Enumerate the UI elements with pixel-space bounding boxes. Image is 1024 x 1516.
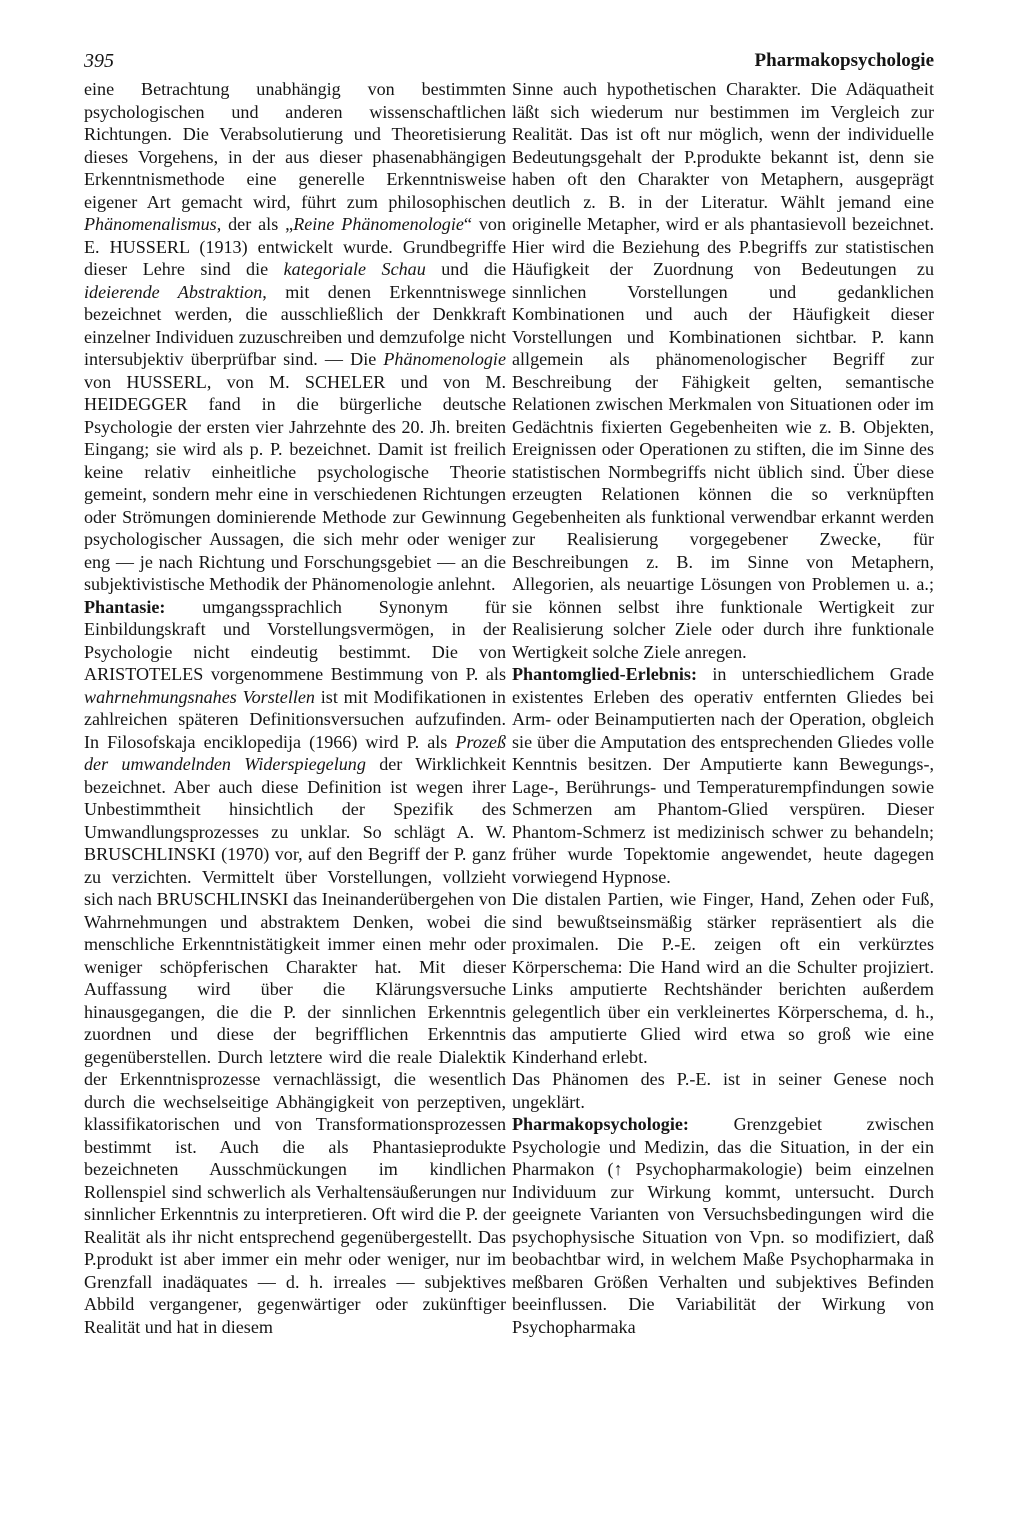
page-number: 395 bbox=[84, 50, 114, 72]
text-columns bbox=[84, 78, 934, 1458]
left-column bbox=[84, 78, 506, 1458]
term-phantasie: Phantasie: bbox=[84, 596, 166, 617]
term-phantomglied-erlebnis: Phantomglied-Erlebnis: bbox=[512, 664, 697, 684]
paragraph-phantasie-continued: Sinne auch hypothetischen Charakter. Die Adäquatheit läßt sich wiederum nur bestimmen im Vergleich zur Realität. Das ist oft nur möglich, wenn der individuelle Bedeutungsgehalt der P.produkte bekannt ist, denn sie haben oft den Charakter von Metaphern, ausgeprägt deutlich z. B. in der Literatur. Wählt jemand eine originelle Metapher, wird er als phantasievoll bezeichnet. Hier wird die Beziehung des P.begriffs zur statistischen Häufigkeit der Zuordnung von Bedeutungen zu sinnlichen Vorstellungen und gedanklichen Kombinationen und auch der Häufigkeit dieser Vorstellungen und Kombinationen sichtbar. P. kann allgemein als phänomenologischer Begriff zur Beschreibung der Fähigkeit gelten, semantische Relationen zwischen Merkmalen von Situationen oder im Gedächtnis fixierten Gegebenheiten wie z. B. Objekten, Ereignissen oder Operationen zu stiften, die im Sinne des statistischen Normbegriffs nicht üblich sind. Über diese erzeugten Relationen können die so verknüpften Gegebenheiten als funktional verwendbar erkannt werden zur Realisierung vorgegebener Zwecke, für Beschreibungen z. B. im Sinne von Metaphern, Allegorien, als neuartige Lösungen von Problemen u. a.; sie können selbst ihre funktionale Wertigkeit zur Realisierung solcher Ziele oder durch ihre funktionale Wertigkeit solche Ziele anregen. bbox=[512, 79, 934, 662]
paragraph-phaenomenologie-continued: eine Betrachtung unabhängig von bestimmten psychologischen und anderen wissenschaftlichen Richtungen. Die Verabsolutierung und Theoretisierung dieses Vorgehens, in der aus dieser phasenabhängigen Erkenntnismethode eine generelle Erkenntnisweise eigener Art gemacht wird, führt zum philosophischen Phänomenalismus, der als „Reine Phänomenologie“ von E. HUSSERL (1913) entwickelt wurde. Grundbegriffe dieser Lehre sind die kategoriale Schau und die ideierende Abstraktion, mit denen Erkenntniswege bezeichnet werden, die ausschließlich der Denkkraft einzelner Individuen zuzuschreiben und demzufolge nicht intersubjektiv überprüfbar sind. — Die Phänomenologie von HUSSERL, von M. SCHELER und von M. HEIDEGGER fand in die bürgerliche deutsche Psychologie der ersten vier Jahrzehnte des 20. Jh. breiten Eingang; sie wird als p. P. bezeichnet. Damit ist freilich keine relativ einheitliche psychologische Theorie gemeint, sondern mehr eine in verschiedenen Richtungen oder Strömungen dominierende Methode zur Gewinnung psychologischer Aussagen, die sich mehr oder weniger eng — je nach Richtung und Forschungsgebiet — an die subjektivistische Methodik der Phänomenologie anlehnt. bbox=[84, 79, 506, 594]
running-head: Pharmakopsychologie bbox=[754, 50, 934, 71]
page-header bbox=[84, 44, 934, 78]
entry-phantasie: Phantasie: umgangssprachlich Synonym für Einbildungskraft und Vorstellungsvermögen, in der Psychologie nicht eindeutig bestimmt. Die von ARISTOTELES vorgenommene Bestimmung von P. als wahrnehmungsnahes Vorstellen ist mit Modifikationen in zahlreichen späteren Definitionsversuchen aufzufinden. In Filosofskaja enciklopedija (1966) wird P. als Prozeß der umwandelnden Widerspiegelung der Wirklichkeit bezeichnet. Aber auch diese Definition ist wegen ihrer Unbestimmtheit hinsichtlich der Spezifik des Umwandlungsprozesses zu unklar. So schlägt A. W. BRUSCHLINSKI (1970) vor, auf den Begriff der P. ganz zu verzichten. Vermittelt über Vorstellungen, vollzieht sich nach BRUSCHLINSKI das Ineinanderübergehen von Wahrnehmungen und abstraktem Denken, wobei die menschliche Erkenntnistätigkeit immer einen mehr oder weniger schöpferischen Charakter hat. Mit dieser Auffassung wird über die Klärungsversuche hinausgegangen, die die P. der sinnlichen Erkenntnis zuordnen und diese der begrifflichen Erkenntnis gegenüberstellen. Durch letztere wird die reale Dialektik der Erkenntnisprozesse vernachlässigt, die wesentlich durch die wechselseitige Abhängigkeit von perzeptiven, klassifikatorischen und von Transformationsprozessen bestimmt ist. Auch die als Phantasieprodukte bezeichneten Ausschmückungen im kindlichen Rollenspiel sind schwerlich als Verhaltensäußerungen nur sinnlicher Erkenntnis zu interpretieren. Oft wird die P. der Realität als ihr nicht entsprechend gegenübergestellt. Das P.produkt ist aber immer ein mehr oder weniger, nur im Grenzfall inadäquates — d. h. irreales — subjektives Abbild vergangener, gegenwärtiger oder zukünftiger Realität und hat in diesem bbox=[84, 596, 506, 1337]
entry-pharmakopsychologie: Pharmakopsychologie: Grenzgebiet zwischen Psychologie und Medizin, das die Situation, in der ein Pharmakon (↑ Psychopharmakologie) beim einzelnen Individuum zur Wirkung kommt, untersucht. Durch geeignete Varianten von Versuchsbedingungen wird die psychophysische Situation von Vpn. so modifiziert, daß beobachtbar wird, in welchem Maße Psychopharmaka in meßbaren Größen Verhalten und subjektives Befinden beeinflussen. Die Variabilität der Wirkung von Psychopharmaka bbox=[512, 1114, 934, 1337]
paragraph-genese: Das Phänomen des P.-E. ist in seiner Genese noch ungeklärt. bbox=[512, 1069, 934, 1112]
right-column bbox=[512, 78, 934, 1458]
paragraph-distale-partien: Die distalen Partien, wie Finger, Hand, Zehen oder Fuß, sind bewußtseinsmäßig stärker repräsentiert als die proximalen. Die P.-E. zeigen oft ein verkürztes Körperschema: Die Hand wird an die Schulter projiziert. Links amputierte Rechtshänder berichten außerdem gelegentlich über ein verkleinertes Körperschema, d. h., das amputierte Glied wird etwa so groß wie eine Kinderhand erlebt. bbox=[512, 889, 934, 1067]
term-pharmakopsychologie: Pharmakopsychologie: bbox=[512, 1114, 689, 1134]
entry-phantomglied-erlebnis: Phantomglied-Erlebnis: in unterschiedlichem Grade existentes Erleben des operativ entfernten Gliedes bei Arm- oder Beinamputierten nach der Operation, obgleich sie über die Amputation des entsprechenden Gliedes volle Kenntnis besitzen. Der Amputierte kann Bewegungs-, Lage-, Berührungs- und Temperaturempfindungen sowie Schmerzen am Phantom-Glied verspüren. Dieser Phantom-Schmerz ist medizinisch schwer zu behandeln; früher wurde Topektomie angewendet, heute dagegen vorwiegend Hypnose. bbox=[512, 664, 934, 887]
